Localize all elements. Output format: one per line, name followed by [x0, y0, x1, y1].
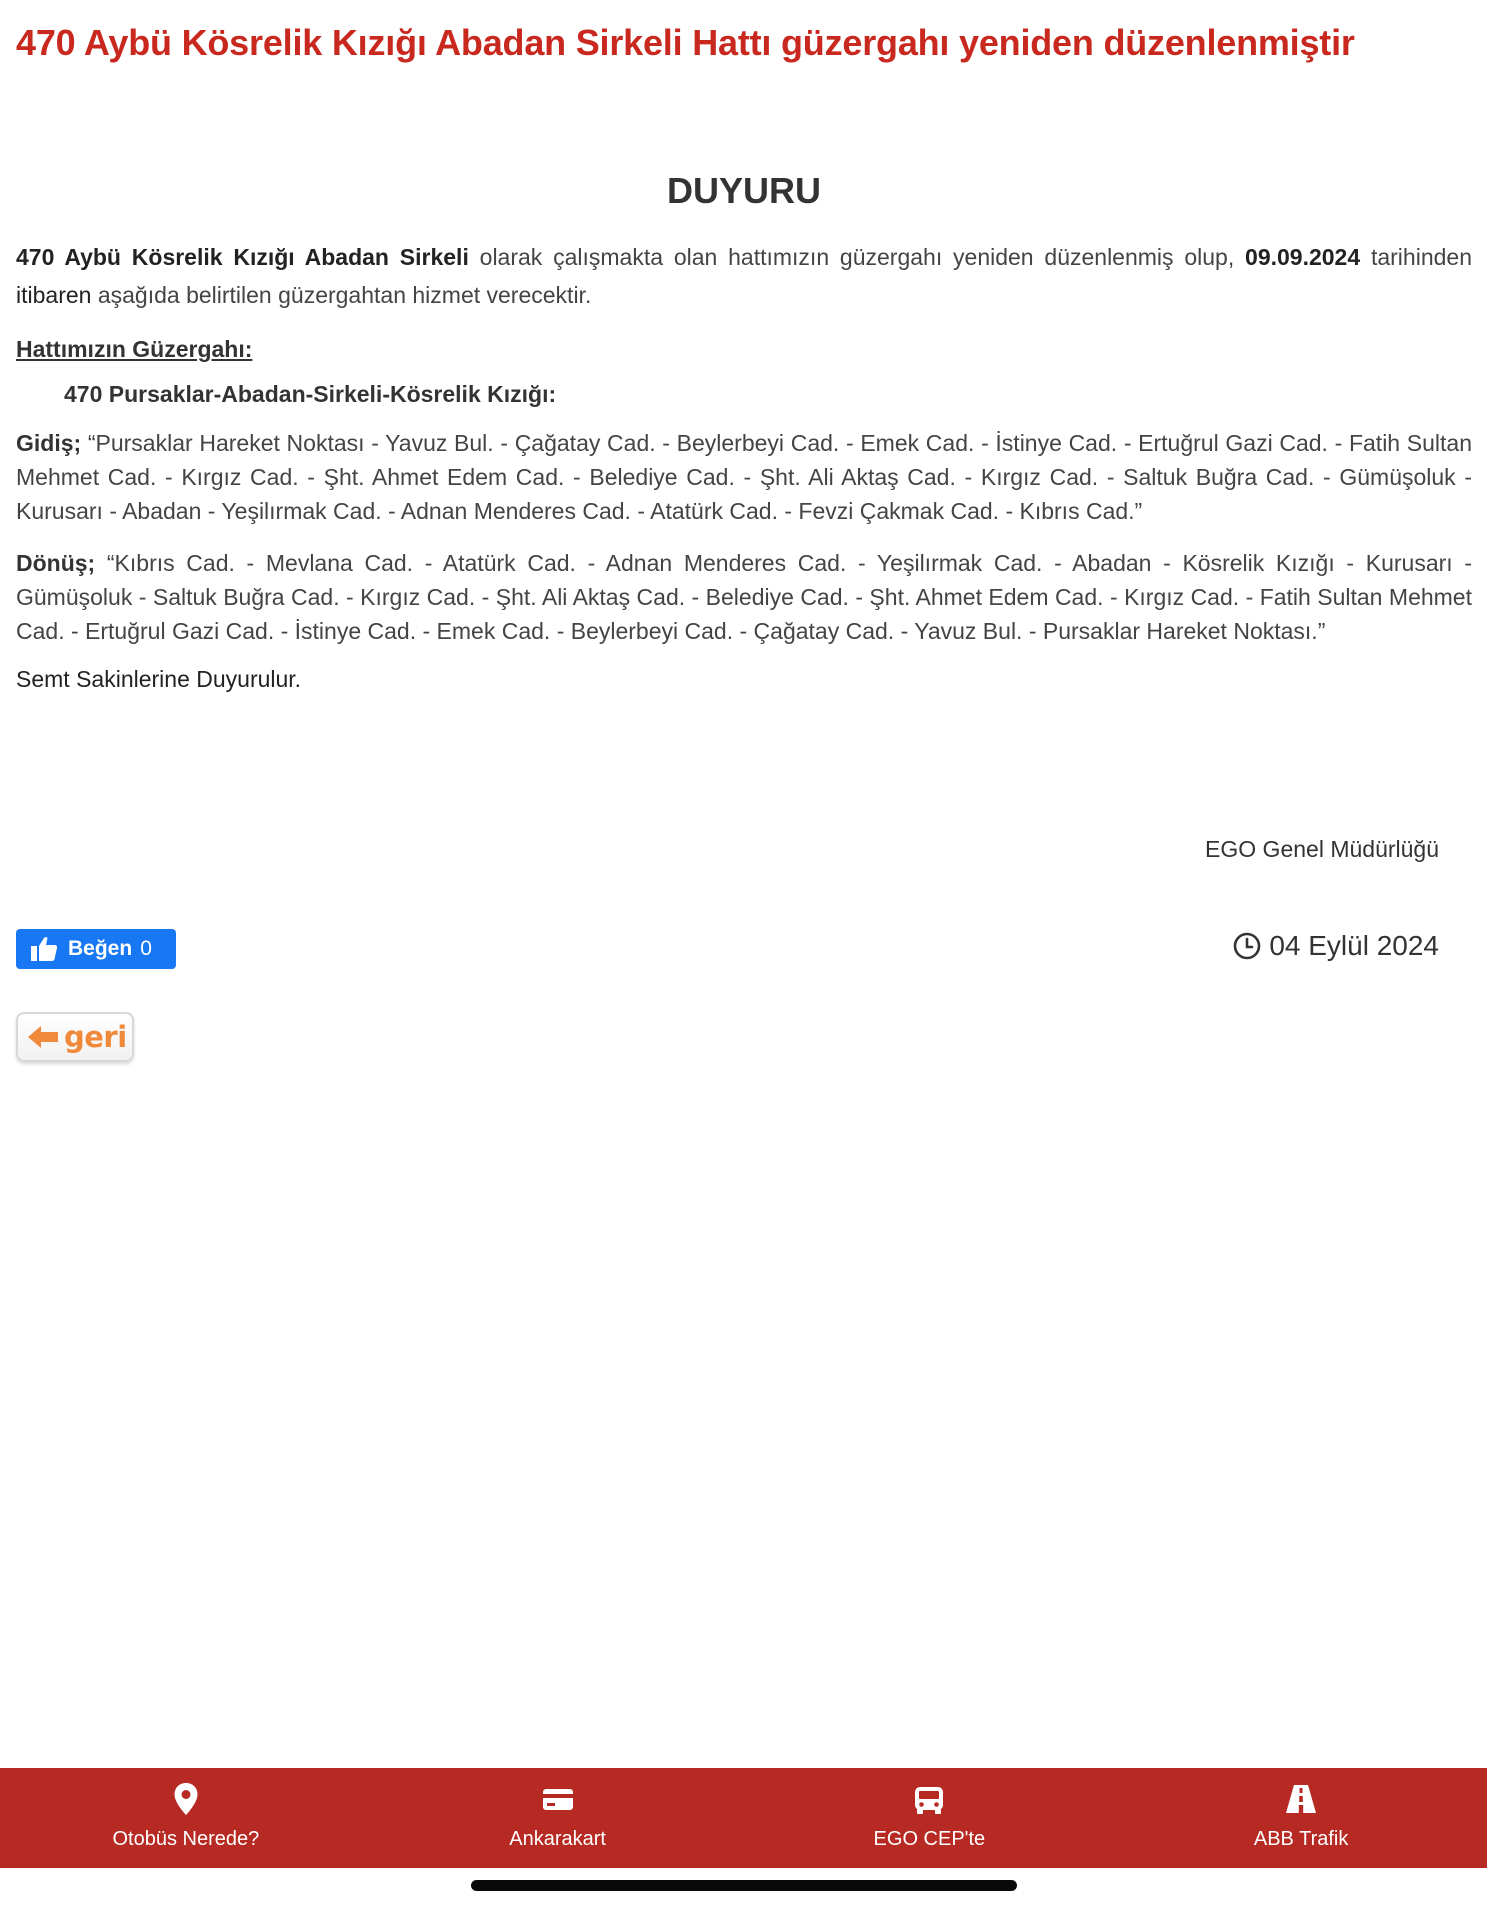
intro-paragraph — [16, 238, 1472, 314]
route-heading: Hattımızın Güzergahı: — [16, 336, 253, 362]
like-count: 0 — [140, 937, 152, 960]
nav-item-ego-cepte[interactable] — [744, 1768, 1116, 1868]
nav-label: EGO CEP'te — [873, 1828, 986, 1850]
intro-line-name: 470 Aybü Kösrelik Kızığı Abadan Sirkeli — [16, 244, 469, 270]
outbound-label: Gidiş; — [16, 430, 82, 456]
closing-text: Semt Sakinlerine Duyurulur. — [16, 666, 302, 692]
arrow-left-icon — [26, 1023, 60, 1051]
return-text: “Kıbrıs Cad. - Mevlana Cad. - Atatürk Cad. - Adnan Menderes Cad. - Yeşilırmak Cad. - Abadan - Kösrelik Kızığı - Kurusarı - Gümüşoluk - Saltuk Buğra Cad. - Kırgız Cad. - Şht. Ali Aktaş Cad. - Belediye Cad. - Şht. Ahmet Edem Cad. - Kırgız Cad. - Fatih Sultan Mehmet Cad. - Ertuğrul Gazi Cad. - İstinye Cad. - Emek Cad. - Beylerbeyi Cad. - Çağatay Cad. - Yavuz Bul. - Pursaklar Hareket Noktası.” — [16, 550, 1472, 644]
intro-from-word: itibaren — [16, 282, 92, 308]
page-headline: 470 Aybü Kösrelik Kızığı Abadan Sirkeli Hattı güzergahı yeniden düzenlenmiştir — [16, 22, 1355, 63]
like-button[interactable] — [16, 929, 176, 969]
back-label: geri — [64, 1020, 127, 1054]
announcement-title: DUYURU — [666, 170, 821, 211]
nav-label: Ankarakart — [509, 1828, 606, 1850]
publish-date-text: 04 Eylül 2024 — [1269, 930, 1439, 961]
intro-text-2: tarihinden — [1360, 244, 1472, 270]
bottom-navigation — [0, 1768, 1487, 1868]
nav-label: Otobüs Nerede? — [112, 1828, 260, 1850]
card-icon — [541, 1782, 575, 1816]
publish-date — [1233, 930, 1439, 962]
outbound-text: “Pursaklar Hareket Noktası - Yavuz Bul. - Çağatay Cad. - Beylerbeyi Cad. - Emek Cad. - İstinye Cad. - Ertuğrul Gazi Cad. - Fatih Sultan Mehmet Cad. - Kırgız Cad. - Şht. Ahmet Edem Cad. - Belediye Cad. - Şht. Ali Aktaş Cad. - Kırgız Cad. - Saltuk Buğra Cad. - Gümüşoluk - Kurusarı - Abadan - Yeşilırmak Cad. - Adnan Menderes Cad. - Atatürk Cad. - Fevzi Çakmak Cad. - Kıbrıs Cad.” — [16, 430, 1472, 524]
bus-icon — [912, 1782, 946, 1816]
nav-item-ankarakart[interactable] — [372, 1768, 744, 1868]
location-pin-icon — [173, 1782, 199, 1816]
clock-icon — [1233, 932, 1261, 960]
return-route — [16, 546, 1472, 648]
route-name: 470 Pursaklar-Abadan-Sirkeli-Kösrelik Kızığı: — [64, 381, 557, 407]
announcement-body — [16, 170, 1472, 693]
like-label: Beğen — [68, 937, 133, 960]
road-icon — [1284, 1782, 1318, 1816]
home-indicator[interactable] — [471, 1880, 1017, 1891]
back-button[interactable] — [16, 1012, 134, 1062]
intro-date: 09.09.2024 — [1245, 244, 1361, 270]
return-label: Dönüş; — [16, 550, 96, 576]
intro-text-3: aşağıda belirtilen güzergahtan hizmet verecektir. — [91, 282, 592, 308]
signature: EGO Genel Müdürlüğü — [1205, 836, 1439, 862]
intro-text-1: olarak çalışmakta olan hattımızın güzergahı yeniden düzenlenmiş olup, — [468, 244, 1246, 270]
nav-item-abb-trafik[interactable] — [1115, 1768, 1487, 1868]
outbound-route — [16, 426, 1472, 528]
nav-label: ABB Trafik — [1253, 1828, 1349, 1850]
thumbs-up-icon — [30, 936, 58, 962]
nav-item-otobus-nerede[interactable] — [0, 1768, 372, 1868]
